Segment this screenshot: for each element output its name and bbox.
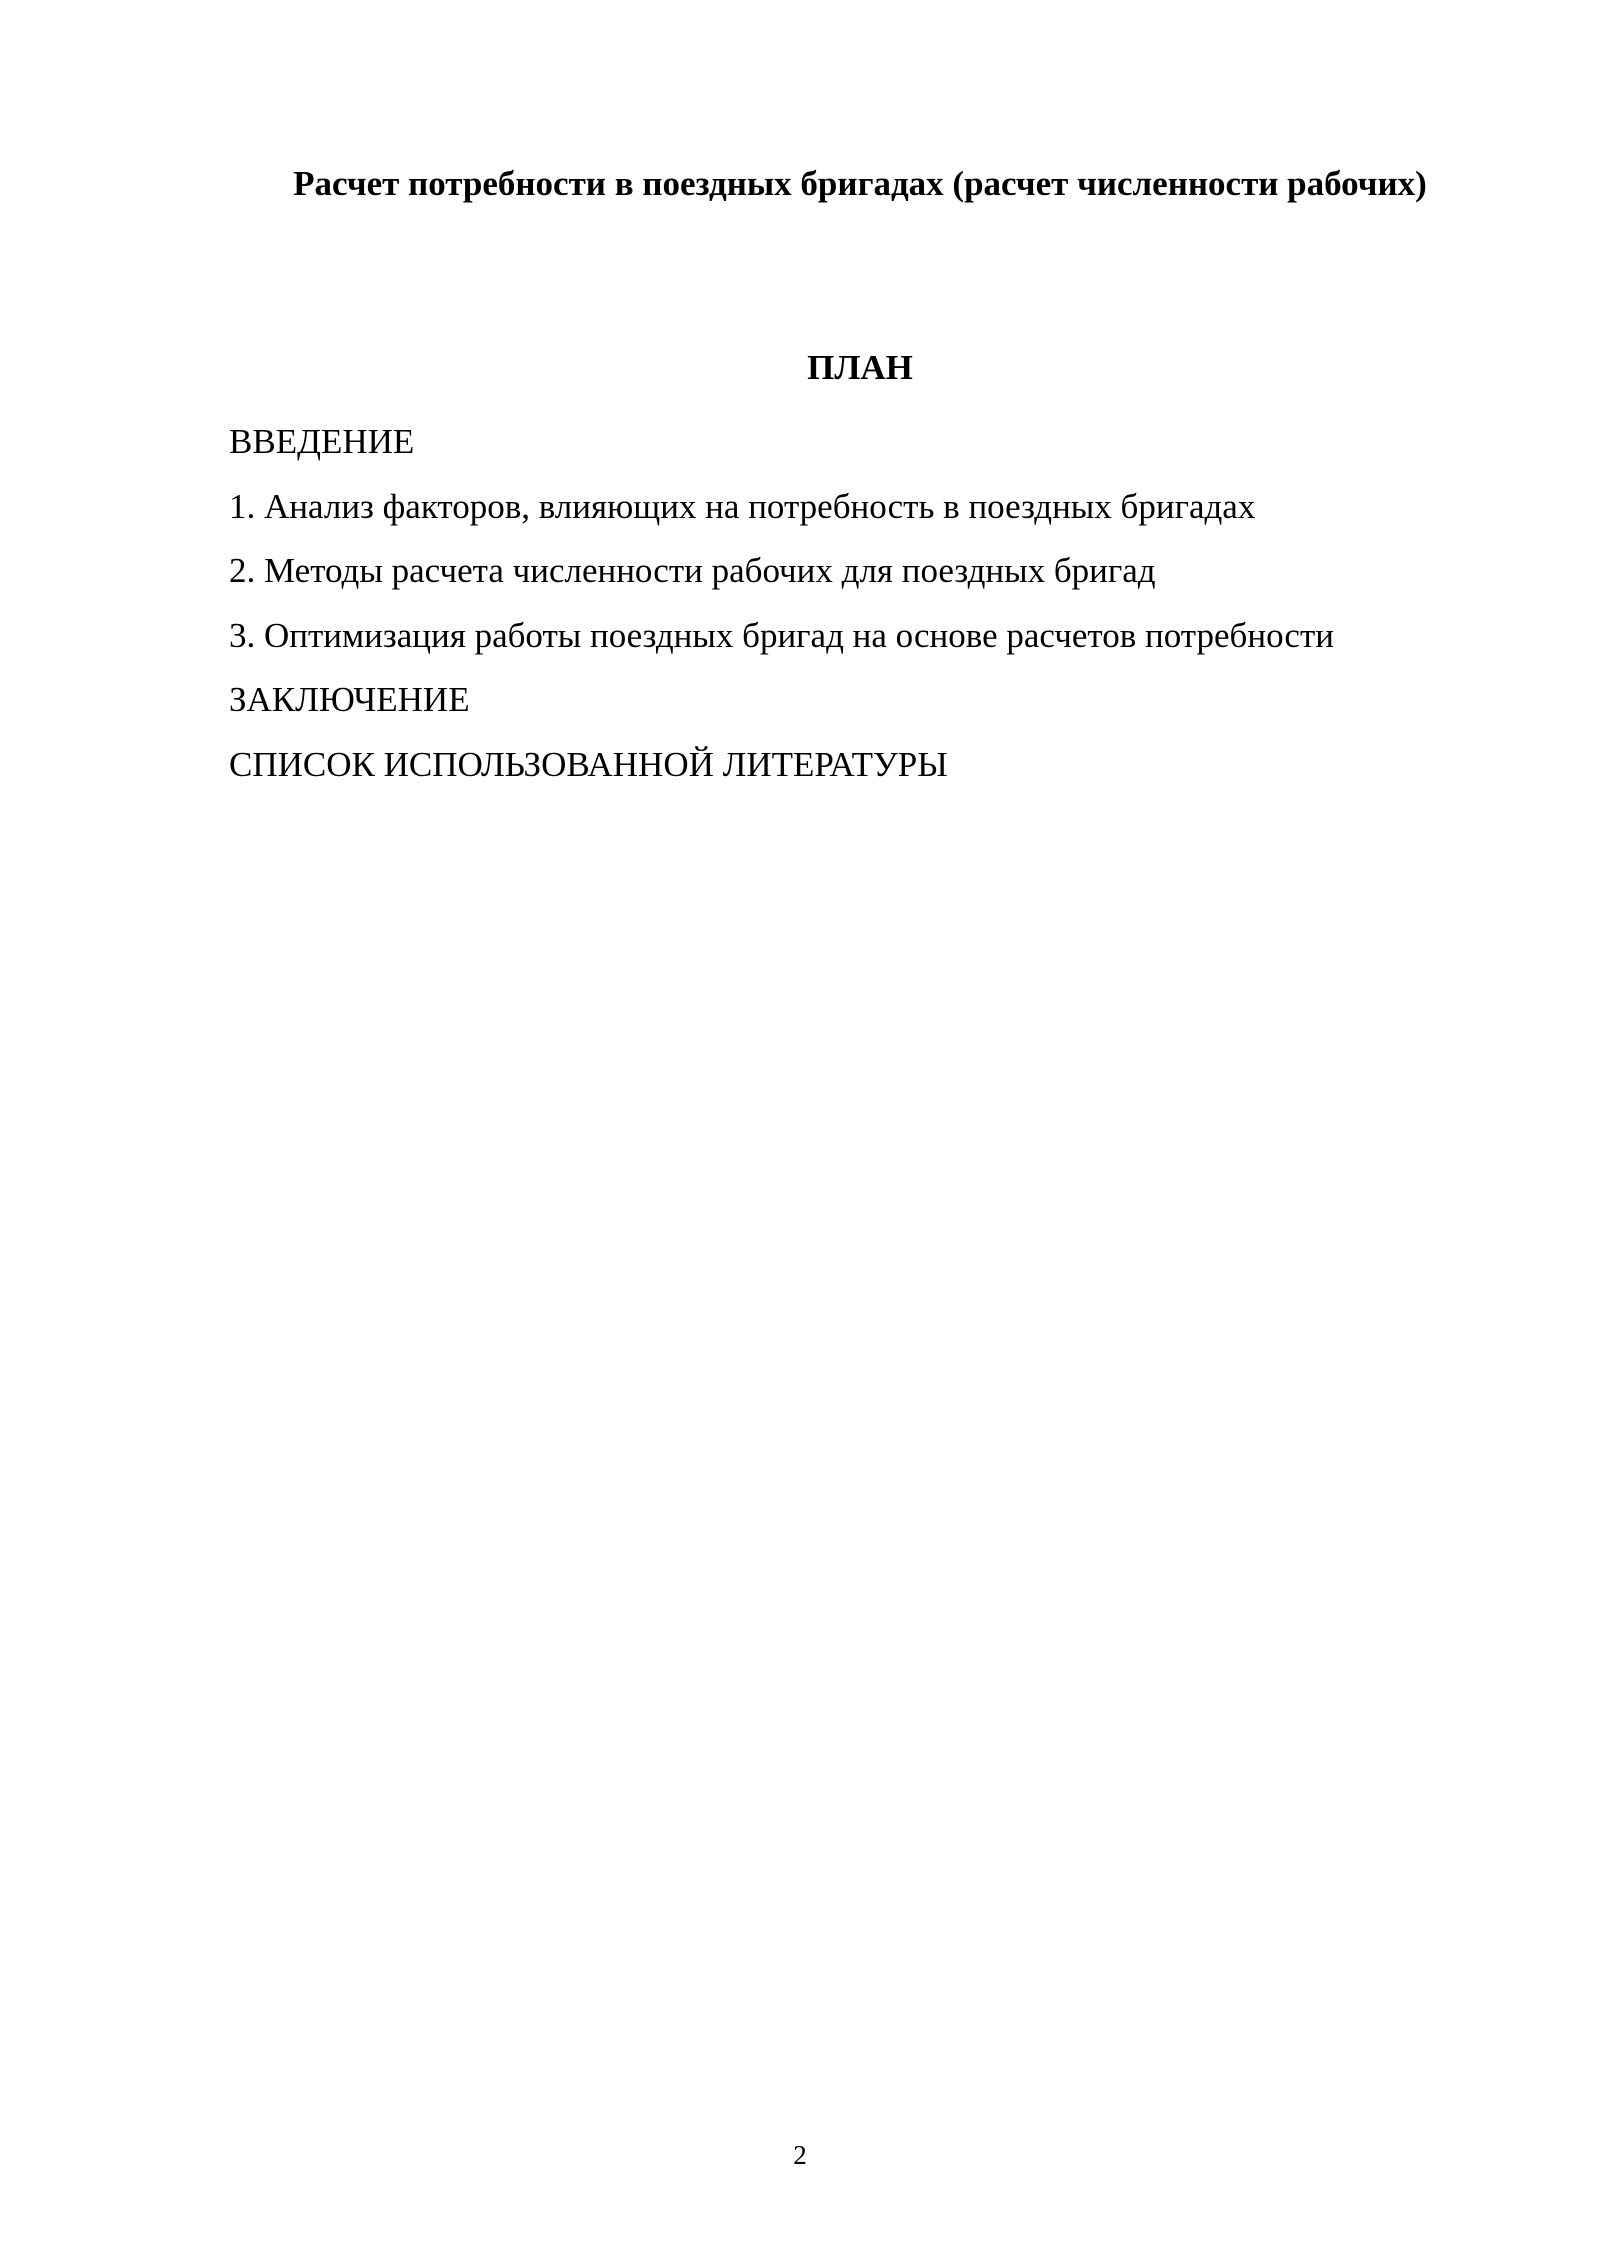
toc-item-chapter-2: 2. Методы расчета численности рабочих для поездных бригад [229, 551, 1156, 590]
toc-item-introduction: ВВЕДЕНИЕ [229, 422, 415, 461]
toc-item-chapter-1: 1. Анализ факторов, влияющих на потребность в поездных бригадах [229, 486, 1256, 526]
plan-heading: ПЛАН [807, 348, 913, 387]
toc-item-references: СПИСОК ИСПОЛЬЗОВАННОЙ ЛИТЕРАТУРЫ [229, 744, 948, 784]
table-of-contents [229, 420, 1529, 807]
toc-item-conclusion: ЗАКЛЮЧЕНИЕ [229, 680, 470, 719]
toc-item-chapter-3: 3. Оптимизация работы поездных бригад на основе расчетов потребности [229, 615, 1334, 655]
page-number: 2 [793, 2140, 807, 2170]
document-title: Расчет потребности в поездных бригадах (расчет численности рабочих) [293, 164, 1427, 203]
